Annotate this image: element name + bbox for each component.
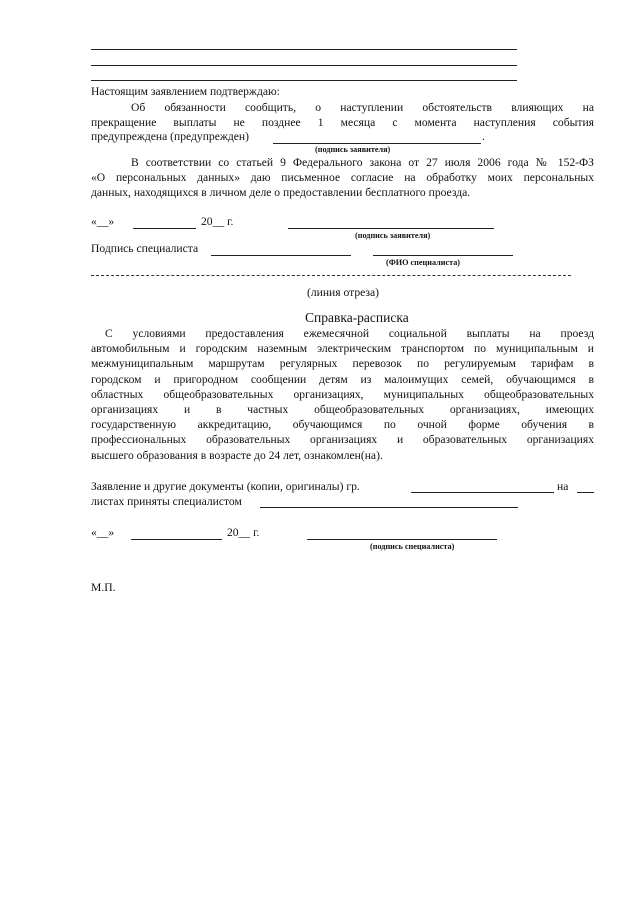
consent-line: В соответствии со статьей 9 Федерального закона от 27 июля 2006 года № 152-ФЗ xyxy=(131,156,594,169)
receipt-line: автомобильным и городским наземным электрическим транспортом по муниципальным и xyxy=(91,342,594,356)
final-date-day: «__» xyxy=(91,526,115,539)
consent-paragraph xyxy=(91,155,594,201)
receipt-line: государственную аккредитацию, обучающимся по очной форме обучения в xyxy=(91,418,594,432)
specialist-sign-caption: (подпись специалиста) xyxy=(370,542,455,551)
specialist-signature-label: Подпись специалиста xyxy=(91,242,199,255)
blank-line-2[interactable] xyxy=(91,65,517,66)
final-date-year: 20__ г. xyxy=(227,526,260,539)
applicant-signature-caption-1: (подпись заявителя) xyxy=(315,145,391,154)
specialist-fio-caption: (ФИО специалиста) xyxy=(386,258,461,267)
receipt-line: С условиями предоставления ежемесячной социальной выплаты на проезд xyxy=(105,327,594,340)
receipt-line: межмуниципальным маршрутам регулярных перевозок по регулируемым тарифам в xyxy=(91,357,594,371)
stamp-place: М.П. xyxy=(91,581,116,594)
obligation-line: Об обязанности сообщить, о наступлении обстоятельств влияющих на xyxy=(131,101,594,114)
receipt-line: городском и пригородном сообщении детям из малоимущих семей, обучающимся в xyxy=(91,372,594,386)
final-specialist-signature-blank[interactable] xyxy=(307,539,497,540)
date-month-blank[interactable] xyxy=(133,228,196,229)
blank-line-3[interactable] xyxy=(91,80,517,81)
consent-line: «О персональных данных» даю письменное согласие на обработку моих персональных xyxy=(91,171,594,185)
cut-line-caption: (линия отреза) xyxy=(307,286,380,299)
obligation-paragraph xyxy=(91,100,594,130)
docs-citizen-blank[interactable] xyxy=(411,492,554,493)
obligation-line: прекращение выплаты не позднее 1 месяца с момента наступления события xyxy=(91,116,594,130)
receipt-title: Справка-расписка xyxy=(305,310,409,325)
consent-line: данных, находящихся в личном деле о предоставлении бесплатного проезда. xyxy=(91,186,471,200)
docs-line-2-text: листах приняты специалистом xyxy=(91,495,242,508)
applicant-signature-blank[interactable] xyxy=(288,228,494,229)
date-year: 20__ г. xyxy=(201,215,234,228)
final-date-month-blank[interactable] xyxy=(131,539,222,540)
specialist-signature-blank[interactable] xyxy=(211,255,351,256)
docs-specialist-blank[interactable] xyxy=(260,507,518,508)
receipt-paragraph xyxy=(91,326,594,463)
docs-line-1-text: Заявление и другие документы (копии, оригиналы) гр. xyxy=(91,480,360,493)
docs-pages-blank[interactable] xyxy=(577,492,594,493)
specialist-fio-blank[interactable] xyxy=(373,255,513,256)
confirm-heading: Настоящим заявлением подтверждаю: xyxy=(91,85,280,98)
blank-line-1[interactable] xyxy=(91,49,517,50)
docs-on-label: на xyxy=(557,480,569,493)
receipt-line: организациях и в частных общеобразовательных организациях, имеющих xyxy=(91,403,594,417)
applicant-signature-caption-2: (подпись заявителя) xyxy=(355,231,431,240)
obligation-end-text: предупреждена (предупрежден) xyxy=(91,130,249,143)
receipt-line: профессиональных образовательных организациях и образовательных организациях xyxy=(91,433,594,447)
cut-line xyxy=(91,275,571,276)
obligation-period: . xyxy=(482,130,485,143)
receipt-line: областных общеобразовательных организациях, муниципальных общеобразовательных xyxy=(91,387,594,401)
date-day: «__» xyxy=(91,215,115,228)
obligation-signature-blank[interactable] xyxy=(273,143,481,144)
receipt-line: высшего образования в возрасте до 24 лет, ознакомлен(на). xyxy=(91,448,383,462)
